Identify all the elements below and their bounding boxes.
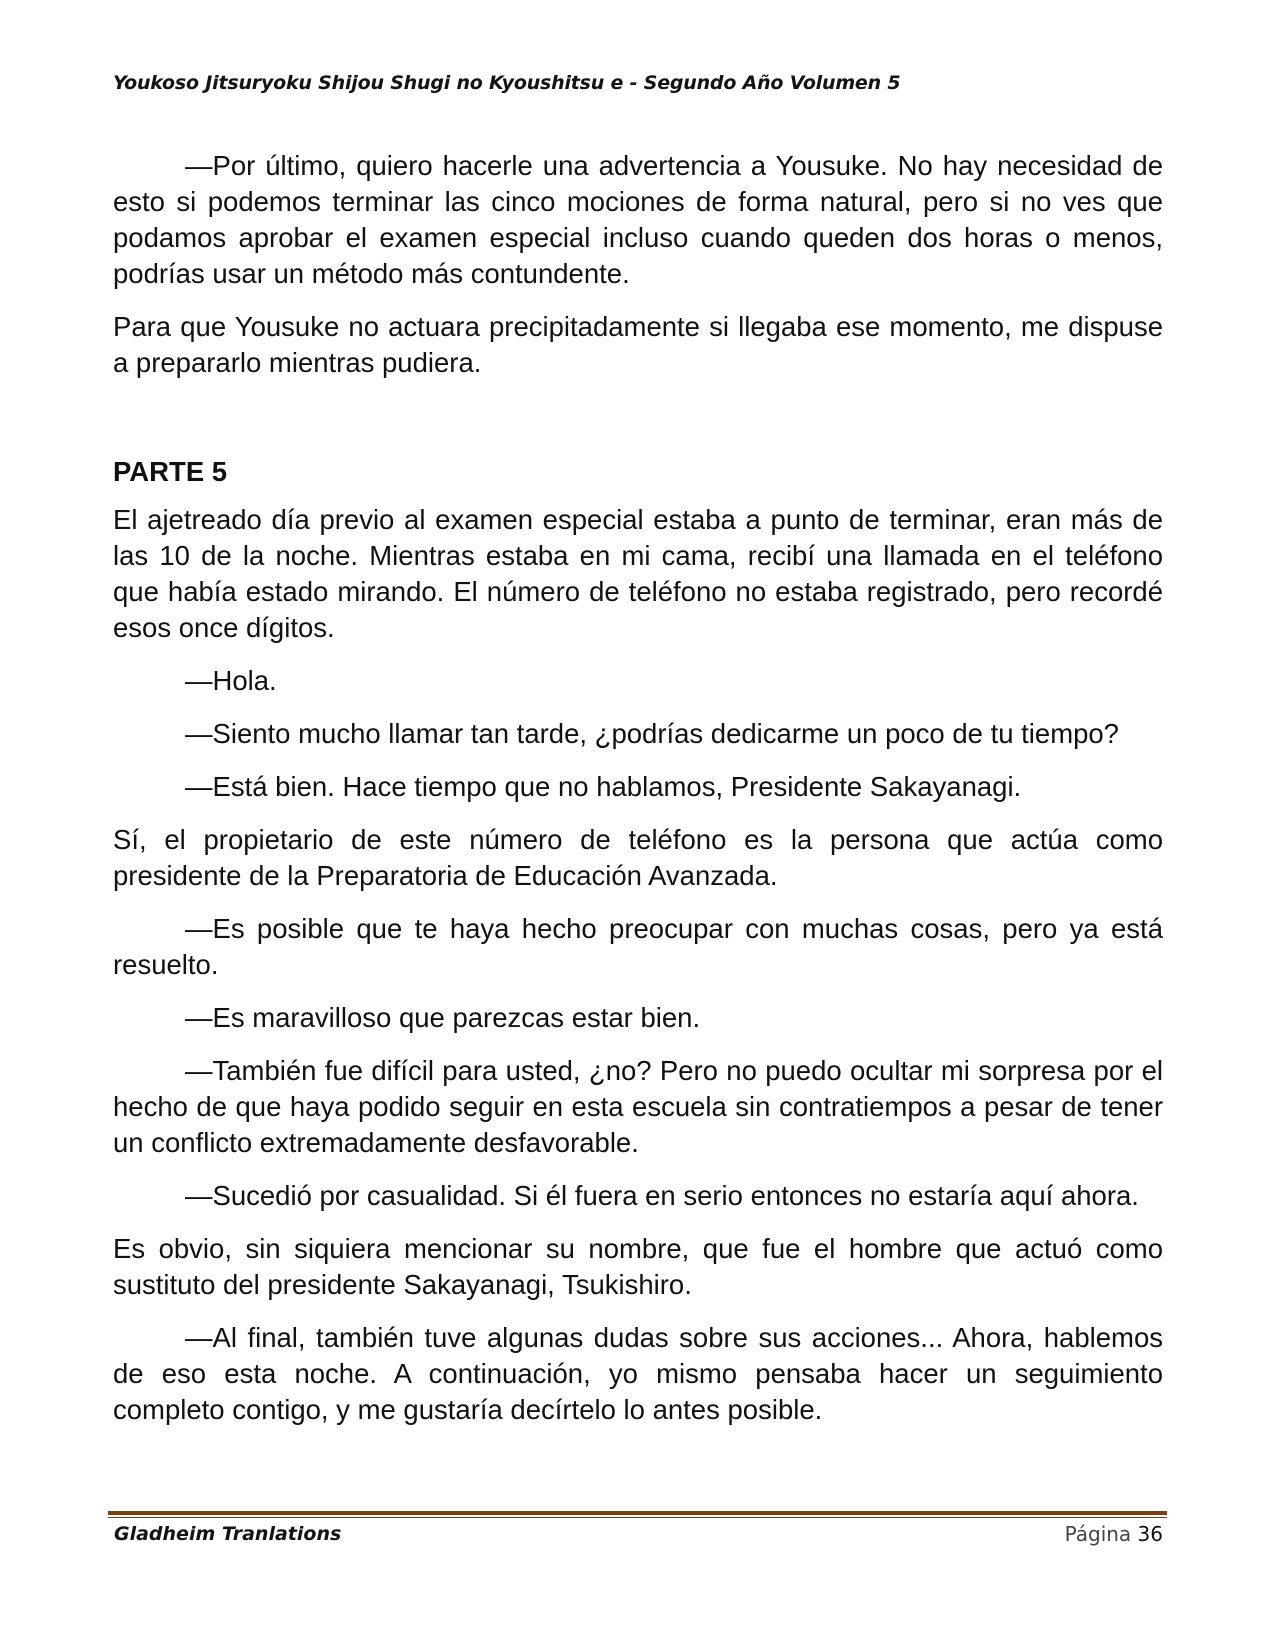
paragraph: —Es maravilloso que parezcas estar bien. bbox=[185, 1002, 701, 1033]
page-body bbox=[113, 148, 1163, 1445]
footer-divider bbox=[108, 1511, 1167, 1518]
paragraph: —Está bien. Hace tiempo que no hablamos, Presidente Sakayanagi. bbox=[185, 771, 1022, 802]
page-number bbox=[1065, 1522, 1163, 1546]
paragraph: —Hola. bbox=[185, 665, 277, 696]
footer-divider-thick-line bbox=[108, 1511, 1167, 1515]
footer-translator: Gladheim Tranlations bbox=[114, 1523, 342, 1545]
paragraph: El ajetreado día previo al examen especial estaba a punto de terminar, eran más de las 10 de la noche. Mientras estaba en mi cama, recibí una llamada en el teléfono que había estado mirando. El número de teléfono no estaba registrado, pero recordé esos once dígitos. bbox=[113, 504, 1163, 643]
page-number-value: 36 bbox=[1137, 1522, 1163, 1546]
running-header: Youkoso Jitsuryoku Shijou Shugi no Kyoushitsu e - Segundo Año Volumen 5 bbox=[113, 72, 901, 94]
paragraph: —Al final, también tuve algunas dudas sobre sus acciones... Ahora, hablemos de eso esta noche. A continuación, yo mismo pensaba hacer un seguimiento completo contigo, y me gustaría decírtelo lo antes posible. bbox=[113, 1322, 1163, 1425]
paragraph: —Es posible que te haya hecho preocupar con muchas cosas, pero ya está resuelto. bbox=[113, 913, 1163, 980]
footer-divider-thin-line bbox=[108, 1517, 1167, 1518]
paragraph: Es obvio, sin siquiera mencionar su nombre, que fue el hombre que actuó como sustituto del presidente Sakayanagi, Tsukishiro. bbox=[113, 1233, 1163, 1300]
paragraph: Para que Yousuke no actuara precipitadamente si llegaba ese momento, me dispuse a prepararlo mientras pudiera. bbox=[113, 311, 1163, 378]
paragraph: Sí, el propietario de este número de teléfono es la persona que actúa como presidente de la Preparatoria de Educación Avanzada. bbox=[113, 824, 1163, 891]
section-heading: PARTE 5 bbox=[113, 456, 228, 487]
paragraph: —Siento mucho llamar tan tarde, ¿podrías dedicarme un poco de tu tiempo? bbox=[185, 718, 1119, 749]
paragraph: —Por último, quiero hacerle una advertencia a Yousuke. No hay necesidad de esto si podemos terminar las cinco mociones de forma natural, pero si no ves que podamos aprobar el examen especial incluso cuando queden dos horas o menos, podrías usar un método más contundente. bbox=[113, 150, 1163, 289]
paragraph: —Sucedió por casualidad. Si él fuera en serio entonces no estaría aquí ahora. bbox=[185, 1180, 1139, 1211]
paragraph: —También fue difícil para usted, ¿no? Pero no puedo ocultar mi sorpresa por el hecho de que haya podido seguir en esta escuela sin contratiempos a pesar de tener un conflicto extremadamente desfavorable. bbox=[113, 1055, 1163, 1158]
page-label: Página bbox=[1064, 1522, 1132, 1546]
